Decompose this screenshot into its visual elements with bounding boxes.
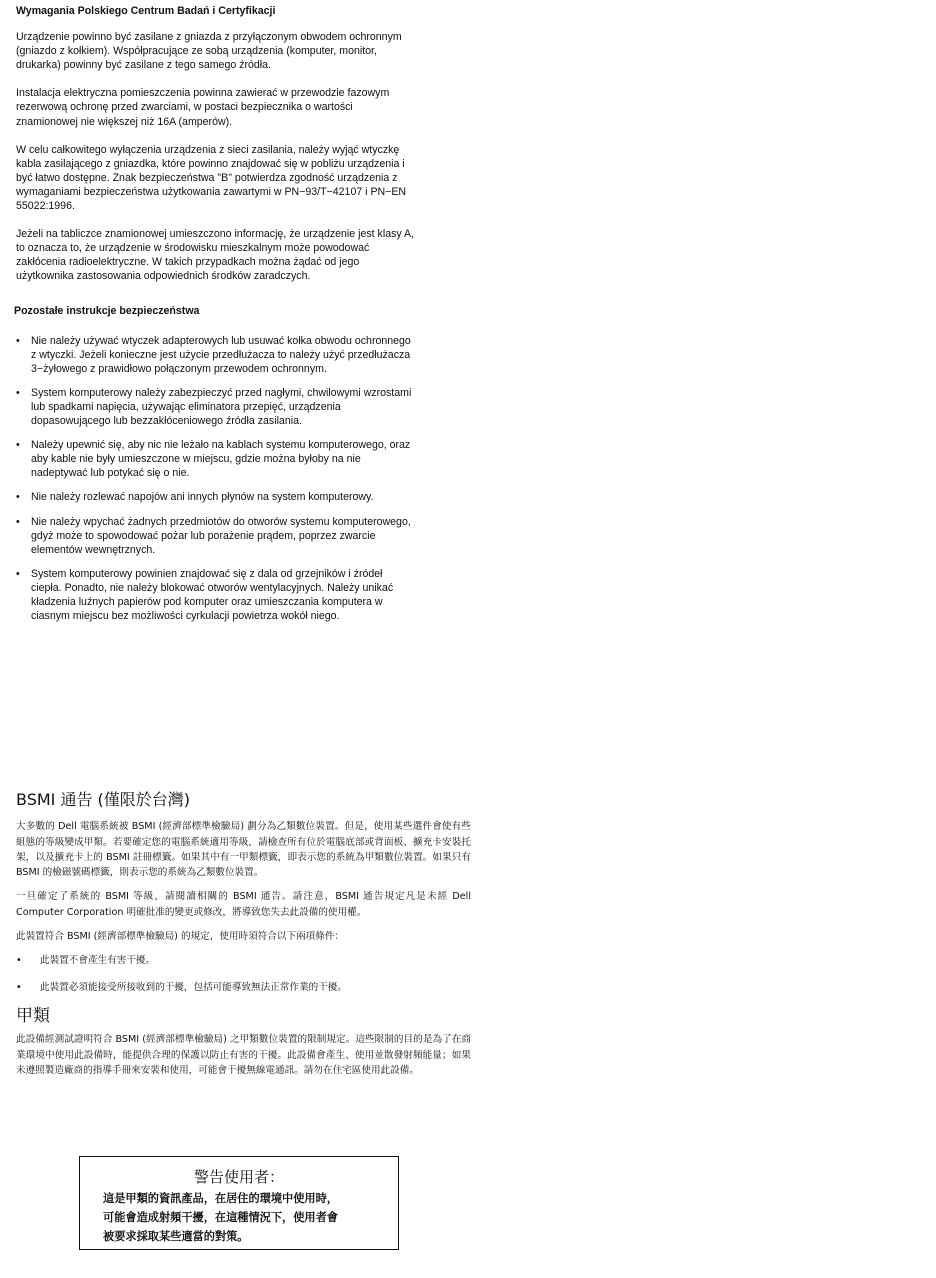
bullet-icon: • [16,567,20,580]
bullet-icon: • [16,515,20,528]
list-item-text: Nie należy używać wtyczek adapterowych lub usuwać kołka obwodu ochronnego z wtyczki. Jeżeli konieczne jest użycie przedłużacza to należy użyć przedłużacza 3−żyłowego z prawidłowo połączonym przewodem ochronnym. [31,334,411,375]
bsmi-conditions-list [16,953,471,995]
warning-body [103,1189,398,1246]
bullet-icon: • [16,439,20,452]
list-item-text: Należy upewnić się, aby nic nie leżało na kablach systemu komputerowego, oraz aby kable nie były umieszczone w miejscu, gdzie można byłoby na nie nadeptywać lub potykać się o nie. [31,439,411,480]
polish-title: Wymagania Polskiego Centrum Badań i Certyfikacji [16,5,276,17]
list-item [16,953,471,968]
polish-safety-list [16,334,416,624]
warning-line: 這是甲類的資訊產品，在居住的環境中使用時， [103,1191,338,1205]
polish-paragraph-3: W celu całkowitego wyłączenia urządzenia z sieci zasilania, należy wyjąć wtyczkę kabla zasilającego z gniazdka, które powinno znajdować się w pobliżu urządzenia i być łatwo dostępne. Znak bezpieczeństwa "B" potwierdza zgodność urządzenia z wymaganiami bezpieczeństwa użytkowania zawartymi w PN−93/T−42107 i PN−EN 55022:1996. [16,143,407,213]
bsmi-section [16,792,471,1087]
list-item [16,515,416,557]
bullet-icon: • [16,491,20,504]
list-item-text: 此裝置不會產生有害干擾。 [40,955,156,967]
list-item-text: System komputerowy powinien znajdować się z dala od grzejników i źródeł ciepła. Ponadto, nie należy blokować otworów wentylacyjnych. Należy unikać kładzenia luźnych papierów pod komputer oraz umieszczania komputera w ciasnym miejscu bez możliwości cyrkulacji powietrza wokół niego. [31,567,394,623]
class-a-title: 甲類 [16,1005,50,1026]
warning-line: 可能會造成射頻干擾，在這種情況下，使用者會 [103,1210,338,1224]
list-item-text: System komputerowy należy zabezpieczyć przed nagłymi, chwilowymi wzrostami lub spadkami napięcia, używając eliminatora przepięć, urządzenia dopasowującego lub bezzakłóceniowego źródła zasilania. [31,386,412,428]
list-item [16,490,416,504]
bullet-icon: • [16,334,20,347]
warning-line: 被要求採取某些適當的對策。 [103,1229,249,1243]
class-a-text: 此設備經測試證明符合 BSMI (經濟部標準檢驗局) 之甲類數位裝置的限制規定。這些限制的目的是為了在商業環境中使用此設備時，能提供合理的保護以防止有害的干擾。此設備會產生、使用並散發射頻能量；如果未遵照製造廠商的指導手冊來安裝和使用，可能會干擾無線電通訊。請勿在住宅區使用此設備。 [16,1034,471,1076]
list-item [16,334,416,376]
bsmi-title: BSMI 通告 (僅限於台灣) [16,790,191,809]
bsmi-paragraph-1: 大多數的 Dell 電腦系統被 BSMI (經濟部標準檢驗局) 劃分為乙類數位裝置。但是，使用某些選件會使有些組態的等級變成甲類。若要確定您的電腦系統適用等級，請檢查所有位於電腦底部或背面板、擴充卡安裝托架，以及擴充卡上的 BSMI 註冊標籤。如果其中有一甲類標籤，即表示您的系統為甲類數位裝置。如果只有 BSMI 的檢磁號碼標籤，則表示您的系統為乙類數位裝置。 [16,821,471,879]
polish-paragraph-4: Jeżeli na tabliczce znamionowej umieszczono informację, że urządzenie jest klasy A, to oznacza to, że urządzenie w środowisku mieszkalnym może powodować zakłócenia radioelektryczne. W takich przypadkach można żądać od jego użytkownika zastosowania odpowiednich środków zaradczych. [16,228,415,283]
bullet-icon: • [16,386,20,399]
bsmi-paragraph-3: 此裝置符合 BSMI (經濟部標準檢驗局) 的規定，使用時須符合以下兩項條件： [16,931,345,943]
list-item [16,980,471,995]
list-item [16,567,416,623]
bsmi-paragraph-2: 一旦確定了系統的 BSMI 等級，請閱讀相關的 BSMI 通告。請注意，BSMI 通告規定凡是未經 Dell Computer Corporation 明確批准的變更或修改，將導致您失去此設備的使用權。 [16,891,471,918]
list-item [16,386,416,428]
polish-subtitle: Pozostałe instrukcje bezpieczeństwa [14,304,200,317]
bullet-icon: • [16,955,22,967]
list-item-text: 此裝置必須能接受所接收到的干擾，包括可能導致無法正常作業的干擾。 [40,981,347,993]
warning-title: 警告使用者： [193,1168,284,1186]
polish-paragraph-2: Instalacja elektryczna pomieszczenia powinna zawierać w przewodzie fazowym rezerwową ochronę przed zwarciami, w postaci bezpiecznika o wartości znamionowej nie większej niż 16A (amperów). [16,87,390,128]
warning-box [79,1156,399,1250]
polish-paragraph-1: Urządzenie powinno być zasilane z gniazda z przyłączonym obwodem ochronnym (gniazdo z kołkiem). Współpracujące ze sobą urządzenia (komputer, monitor, drukarka) powinny być zasilane z tego samego źródła. [16,31,402,72]
bullet-icon: • [16,981,22,993]
polish-section [16,4,416,633]
list-item-text: Nie należy rozlewać napojów ani innych płynów na system komputerowy. [31,491,374,504]
list-item [16,438,416,480]
list-item-text: Nie należy wpychać żadnych przedmiotów do otworów systemu komputerowego, gdyż może to spowodować pożar lub porażenie prądem, poprzez zwarcie elementów wewnętrznych. [31,515,411,556]
